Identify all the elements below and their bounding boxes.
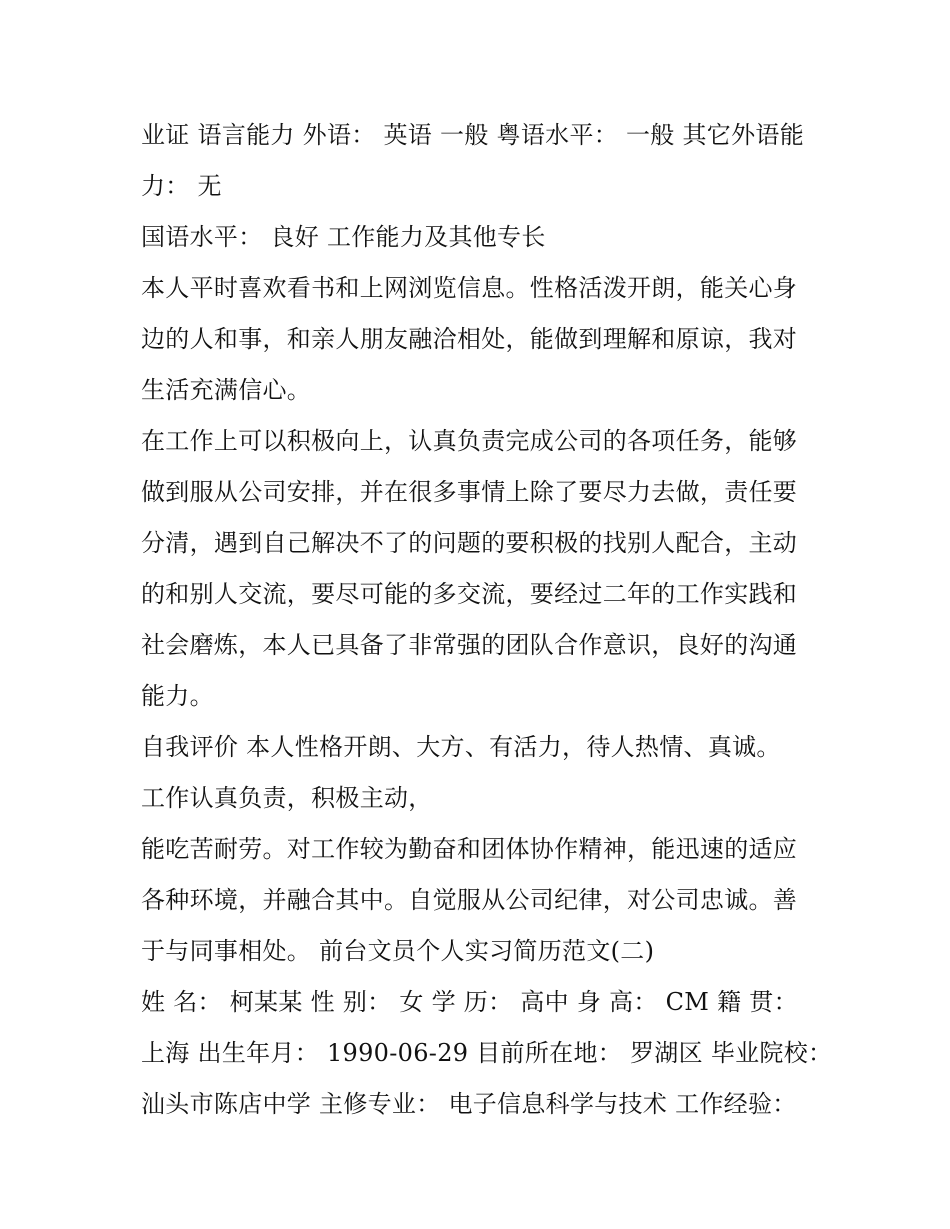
text-line: 工作认真负责，积极主动， xyxy=(141,784,433,812)
text-line: 自我评价 本人性格开朗、大方、有活力，待人热情、真诚。 xyxy=(141,733,781,761)
text-line: 生活充满信心。 xyxy=(141,376,312,404)
document-body xyxy=(141,110,833,1130)
text-line: 各种环境，并融合其中。自觉服从公司纪律，对公司忠诚。善 xyxy=(141,886,798,914)
text-line: 的和别人交流，要尽可能的多交流，要经过二年的工作实践和 xyxy=(141,580,798,608)
text-line: 力： 无 xyxy=(141,172,222,200)
text-line: 业证 语言能力 外语： 英语 一般 粤语水平： 一般 其它外语能 xyxy=(141,121,804,149)
text-line: 国语水平： 良好 工作能力及其他专长 xyxy=(141,223,546,251)
text-line: 能吃苦耐劳。对工作较为勤奋和团体协作精神，能迅速的适应 xyxy=(141,835,798,863)
text-line: 于与同事相处。 前台文员个人实习简历范文(二) xyxy=(141,937,655,965)
text-line: 汕头市陈店中学 主修专业： 电子信息科学与技术 工作经验： xyxy=(141,1090,797,1118)
text-line: 本人平时喜欢看书和上网浏览信息。性格活泼开朗，能关心身 xyxy=(141,274,798,302)
text-line: 上海 出生年月： 1990-06-29 目前所在地： 罗湖区 毕业院校： xyxy=(141,1039,833,1067)
text-line: 在工作上可以积极向上，认真负责完成公司的各项任务，能够 xyxy=(141,427,798,455)
text-line: 姓 名： 柯某某 性 别： 女 学 历： 高中 身 高： CM 籍 贯： xyxy=(141,988,798,1016)
text-line: 社会磨炼，本人已具备了非常强的团队合作意识，良好的沟通 xyxy=(141,631,798,659)
text-line: 边的人和事，和亲人朋友融洽相处，能做到理解和原谅，我对 xyxy=(141,325,798,353)
text-line: 能力。 xyxy=(141,682,214,710)
text-line: 做到服从公司安排，并在很多事情上除了要尽力去做，责任要 xyxy=(141,478,798,506)
text-line: 分清，遇到自己解决不了的问题的要积极的找别人配合，主动 xyxy=(141,529,798,557)
